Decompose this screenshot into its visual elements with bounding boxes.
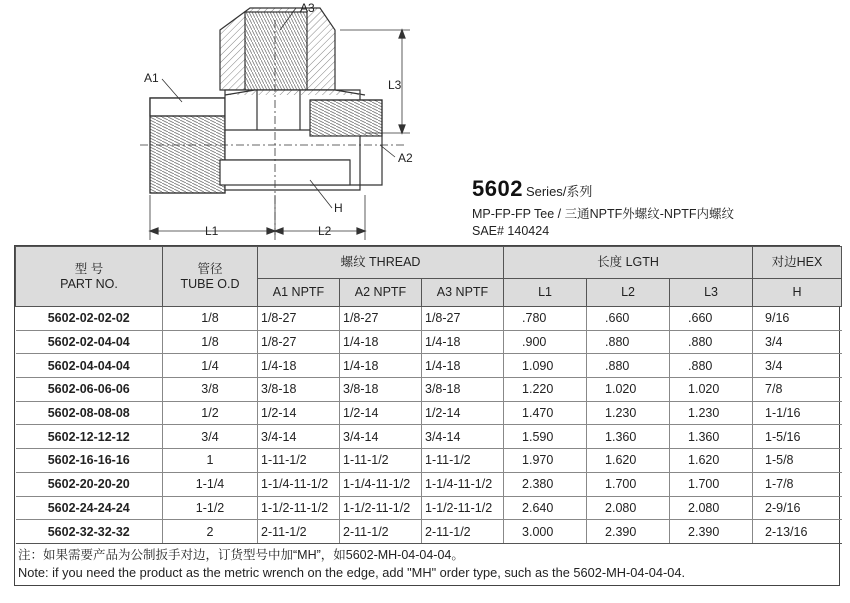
cell-a1: 1-1/4-11-1/2 — [258, 472, 340, 496]
cell-l3: 1.620 — [670, 449, 753, 473]
header-tube-cn: 管径 — [197, 261, 223, 276]
cell-part: 5602-02-04-04 — [16, 330, 163, 354]
cell-a1: 1/2-14 — [258, 401, 340, 425]
series-line — [472, 176, 842, 202]
spec-table — [15, 246, 842, 544]
table-row — [16, 401, 842, 425]
cell-l3: 1.360 — [670, 425, 753, 449]
cell-part: 5602-06-06-06 — [16, 378, 163, 402]
cell-a3: 2-11-1/2 — [422, 520, 504, 544]
cell-hex: 2-9/16 — [753, 496, 842, 520]
label-h: H — [334, 201, 343, 215]
cell-a1: 1/4-18 — [258, 354, 340, 378]
cell-l2: 1.360 — [587, 425, 670, 449]
label-l3: L3 — [388, 78, 402, 92]
cell-hex: 7/8 — [753, 378, 842, 402]
cell-a2: 2-11-1/2 — [340, 520, 422, 544]
cell-l3: 2.080 — [670, 496, 753, 520]
product-description: MP-FP-FP Tee / 三通NPTF外螺纹-NPTF内螺纹 — [472, 207, 735, 221]
cell-a3: 1/2-14 — [422, 401, 504, 425]
cell-l1: .900 — [504, 330, 587, 354]
header-a1: A1 NPTF — [258, 279, 340, 307]
cell-part: 5602-08-08-08 — [16, 401, 163, 425]
cell-l2: 1.020 — [587, 378, 670, 402]
cell-part: 5602-12-12-12 — [16, 425, 163, 449]
label-a1: A1 — [144, 71, 159, 85]
header-tube-od — [163, 247, 258, 307]
cell-l1: 1.090 — [504, 354, 587, 378]
cell-tube: 1 — [163, 449, 258, 473]
cell-l3: 1.020 — [670, 378, 753, 402]
cell-a1: 1/8-27 — [258, 307, 340, 331]
cell-l2: .880 — [587, 330, 670, 354]
cell-a2: 3/8-18 — [340, 378, 422, 402]
cell-tube: 1/4 — [163, 354, 258, 378]
cell-l2: .660 — [587, 307, 670, 331]
cell-tube: 1/2 — [163, 401, 258, 425]
table-row — [16, 496, 842, 520]
header-l2: L2 — [587, 279, 670, 307]
cell-hex: 3/4 — [753, 354, 842, 378]
cell-a2: 1-11-1/2 — [340, 449, 422, 473]
series-number: 5602 — [472, 176, 523, 201]
cell-a2: 1/4-18 — [340, 330, 422, 354]
cell-l2: 2.390 — [587, 520, 670, 544]
table-row — [16, 378, 842, 402]
cell-l3: 2.390 — [670, 520, 753, 544]
cell-a2: 3/4-14 — [340, 425, 422, 449]
cell-a3: 3/4-14 — [422, 425, 504, 449]
cell-l1: 1.470 — [504, 401, 587, 425]
tee-fitting-drawing — [120, 0, 460, 245]
cell-l2: .880 — [587, 354, 670, 378]
header-length: 长度 LGTH — [504, 247, 753, 279]
cell-tube: 3/4 — [163, 425, 258, 449]
cell-l2: 1.230 — [587, 401, 670, 425]
cell-l1: 1.970 — [504, 449, 587, 473]
cell-a3: 1/4-18 — [422, 354, 504, 378]
table-row — [16, 354, 842, 378]
cell-l3: 1.700 — [670, 472, 753, 496]
cell-l2: 2.080 — [587, 496, 670, 520]
cell-hex: 1-5/8 — [753, 449, 842, 473]
cell-l1: 1.220 — [504, 378, 587, 402]
cell-a2: 1-1/4-11-1/2 — [340, 472, 422, 496]
cell-hex: 1-1/16 — [753, 401, 842, 425]
cell-a3: 1-11-1/2 — [422, 449, 504, 473]
cell-part: 5602-16-16-16 — [16, 449, 163, 473]
notes — [15, 544, 839, 581]
header-part-cn: 型 号 — [74, 261, 104, 276]
cell-a1: 1-1/2-11-1/2 — [258, 496, 340, 520]
header-h: H — [753, 279, 842, 307]
cell-l2: 1.620 — [587, 449, 670, 473]
table-row — [16, 425, 842, 449]
cell-a3: 1/8-27 — [422, 307, 504, 331]
cell-a3: 1-1/2-11-1/2 — [422, 496, 504, 520]
table-row — [16, 307, 842, 331]
cell-part: 5602-04-04-04 — [16, 354, 163, 378]
cell-part: 5602-24-24-24 — [16, 496, 163, 520]
cell-l3: .660 — [670, 307, 753, 331]
header-l3: L3 — [670, 279, 753, 307]
note-cn: 注：如果需要产品为公制扳手对边，订货型号中加“MH”，如5602-MH-04-04-04。 — [18, 547, 464, 562]
cell-tube: 1-1/4 — [163, 472, 258, 496]
cell-a1: 2-11-1/2 — [258, 520, 340, 544]
table-row — [16, 330, 842, 354]
cell-l1: .780 — [504, 307, 587, 331]
cell-l3: .880 — [670, 330, 753, 354]
header-thread: 螺纹 THREAD — [258, 247, 504, 279]
cell-a3: 3/8-18 — [422, 378, 504, 402]
cell-hex: 1-5/16 — [753, 425, 842, 449]
cell-part: 5602-02-02-02 — [16, 307, 163, 331]
label-l1: L1 — [205, 224, 219, 238]
label-l2: L2 — [318, 224, 332, 238]
label-a3: A3 — [300, 1, 315, 15]
cell-part: 5602-20-20-20 — [16, 472, 163, 496]
cell-a2: 1-1/2-11-1/2 — [340, 496, 422, 520]
cell-tube: 2 — [163, 520, 258, 544]
cell-a1: 1-11-1/2 — [258, 449, 340, 473]
table-row — [16, 472, 842, 496]
cell-hex: 3/4 — [753, 330, 842, 354]
cell-a1: 3/4-14 — [258, 425, 340, 449]
header-hex: 对边HEX — [753, 247, 842, 279]
cell-hex: 1-7/8 — [753, 472, 842, 496]
cell-l1: 2.640 — [504, 496, 587, 520]
cell-tube: 1/8 — [163, 330, 258, 354]
cell-a2: 1/8-27 — [340, 307, 422, 331]
cell-l1: 3.000 — [504, 520, 587, 544]
header-a2: A2 NPTF — [340, 279, 422, 307]
cell-tube: 3/8 — [163, 378, 258, 402]
product-title-block — [472, 176, 842, 238]
cell-a3: 1-1/4-11-1/2 — [422, 472, 504, 496]
cell-hex: 2-13/16 — [753, 520, 842, 544]
cell-l1: 2.380 — [504, 472, 587, 496]
table-row — [16, 449, 842, 473]
cell-tube: 1-1/2 — [163, 496, 258, 520]
cell-a2: 1/4-18 — [340, 354, 422, 378]
cell-hex: 9/16 — [753, 307, 842, 331]
cell-l1: 1.590 — [504, 425, 587, 449]
cell-l2: 1.700 — [587, 472, 670, 496]
cell-tube: 1/8 — [163, 307, 258, 331]
table-row — [16, 520, 842, 544]
cell-a2: 1/2-14 — [340, 401, 422, 425]
spec-sheet — [14, 245, 840, 586]
header-part-en: PART NO. — [60, 276, 118, 291]
cell-part: 5602-32-32-32 — [16, 520, 163, 544]
cell-l3: .880 — [670, 354, 753, 378]
header-a3: A3 NPTF — [422, 279, 504, 307]
series-word: Series/系列 — [525, 184, 593, 199]
note-en: Note: if you need the product as the metric wrench on the edge, add "MH" order type, such as the 5602-MH-04-04-04. — [18, 564, 686, 580]
header-part-no — [16, 247, 163, 307]
cell-a1: 1/8-27 — [258, 330, 340, 354]
sae-number: SAE# 140424 — [472, 224, 550, 238]
cell-l3: 1.230 — [670, 401, 753, 425]
cell-a1: 3/8-18 — [258, 378, 340, 402]
header-tube-en: TUBE O.D — [180, 276, 240, 291]
label-a2: A2 — [398, 151, 413, 165]
header-l1: L1 — [504, 279, 587, 307]
cell-a3: 1/4-18 — [422, 330, 504, 354]
